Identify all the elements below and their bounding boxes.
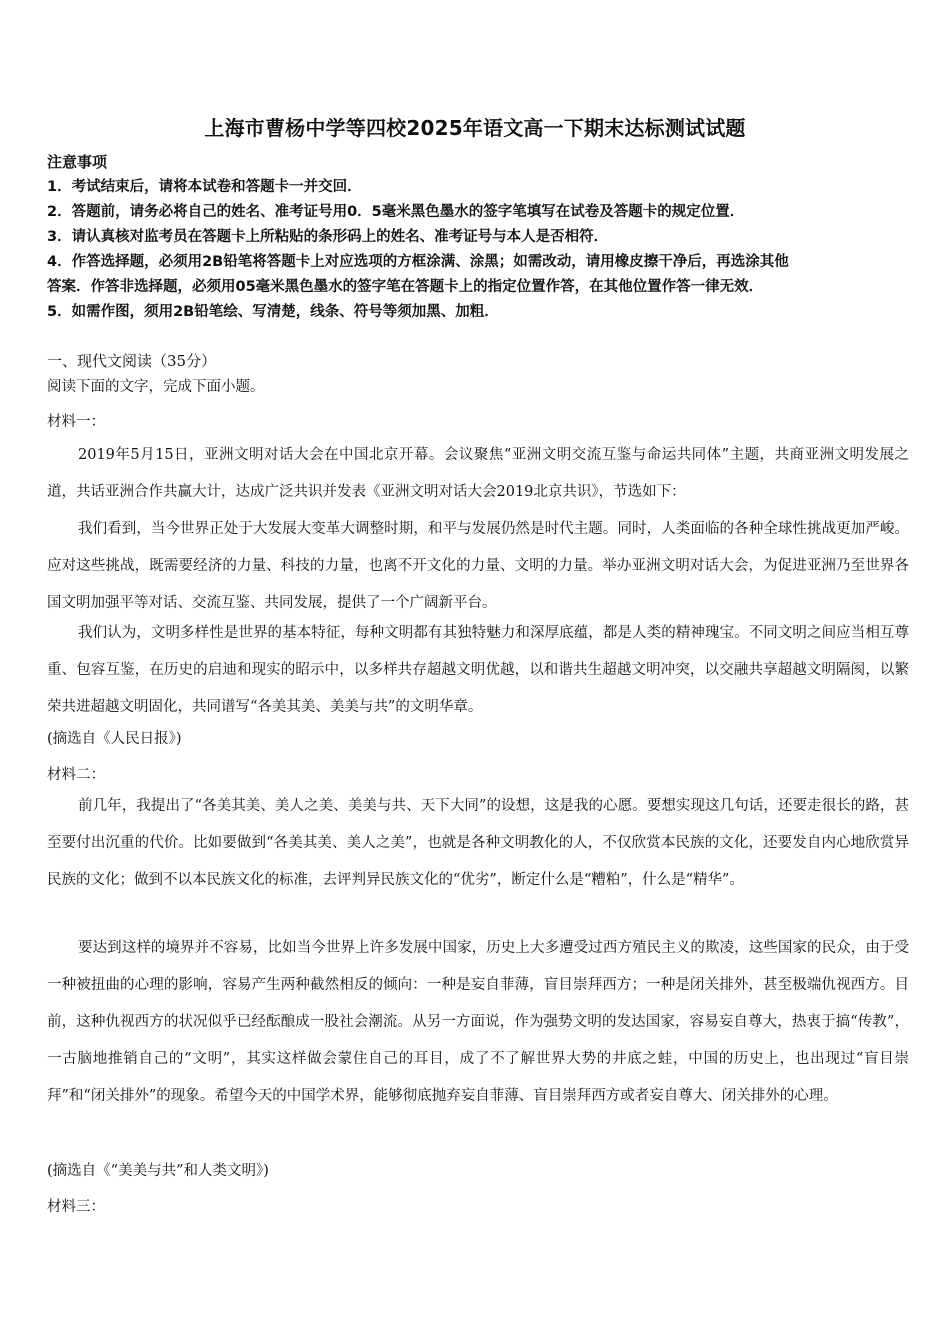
material2-source: (摘选自《“美美与共”和人类文明》) bbox=[47, 1163, 269, 1179]
notice-item: 2．答题前，请务必将自己的姓名、准考证号用0．5毫米黑色墨水的签字笔填写在试卷及答题卡的规定位置． bbox=[47, 204, 745, 220]
notice-item: 3．请认真核对监考员在答题卡上所粘贴的条形码上的姓名、准考证号与本人是否相符． bbox=[47, 229, 609, 245]
notice-heading: 注意事项 bbox=[47, 153, 108, 171]
material2-paragraph: 前几年，我提出了“各美其美、美人之美、美美与共、天下大同”的设想，这是我的心愿。要想实现这几句话，还要走很长的路，甚至要付出沉重的代价。比如要做到“各美其美、美人之美”，也就是各种文明教化的人，不仅欣赏本民族的文化，还要发自内心地欣赏异民族的文化；做到不以本民族文化的标准，去评判异民族文化的“优劣”，断定什么是“糟粕”，什么是“精华”。 bbox=[47, 798, 909, 888]
section-heading: 一、现代文阅读（35分） bbox=[47, 352, 217, 370]
material1-paragraph: 我们看到，当今世界正处于大发展大变革大调整时期，和平与发展仍然是时代主题。同时，人类面临的各种全球性挑战更加严峻。应对这些挑战，既需要经济的力量、科技的力量，也离不开文化的力量、文明的力量。举办亚洲文明对话大会，为促进亚洲乃至世界各国文明加强平等对话、交流互鉴、共同发展，提供了一个广阔新平台。 bbox=[47, 521, 909, 611]
material1-paragraph: 我们认为，文明多样性是世界的基本特征，每种文明都有其独特魅力和深厚底蕴，都是人类的精神瑰宝。不同文明之间应当相互尊重、包容互鉴，在历史的启迪和现实的昭示中，以多样共存超越文明优越，以和谐共生超越文明冲突，以交融共享超越文明隔阂，以繁荣共进超越文明固化，共同谱写“各美其美、美美与共”的文明华章。 bbox=[47, 625, 909, 715]
reading-instruction: 阅读下面的文字，完成下面小题。 bbox=[47, 379, 265, 395]
material3-label: 材料三： bbox=[47, 1199, 105, 1215]
material1-source: (摘选自《人民日报》) bbox=[47, 731, 182, 747]
material1-label: 材料一： bbox=[47, 414, 105, 430]
notice-item: 5．如需作图，须用2B铅笔绘、写清楚，线条、符号等须加黑、加粗． bbox=[47, 304, 499, 320]
material2-label: 材料二： bbox=[47, 767, 105, 783]
notice-item: 4．作答选择题，必须用2B铅笔将答题卡上对应选项的方框涂满、涂黑；如需改动，请用橡皮擦干净后，再选涂其他 bbox=[47, 254, 789, 270]
notice-item: 1．考试结束后，请将本试卷和答题卡一并交回． bbox=[47, 179, 362, 195]
exam-title: 上海市曹杨中学等四校2025年语文高一下期末达标测试试题 bbox=[204, 116, 746, 140]
notice-list bbox=[47, 175, 907, 325]
material1-paragraph: 2019年5月15日，亚洲文明对话大会在中国北京开幕。会议聚焦“亚洲文明交流互鉴与命运共同体”主题，共商亚洲文明发展之道，共话亚洲合作共赢大计，达成广泛共识并发表《亚洲文明对话大会2019北京共识》，节选如下： bbox=[47, 447, 909, 500]
notice-item: 答案．作答非选择题，必须用05毫米黑色墨水的签字笔在答题卡上的指定位置作答，在其他位置作答一律无效． bbox=[47, 279, 764, 295]
material2-paragraph: 要达到这样的境界并不容易，比如当今世界上许多发展中国家，历史上大多遭受过西方殖民主义的欺凌，这些国家的民众，由于受一种被扭曲的心理的影响，容易产生两种截然相反的倾向：一种是妄自菲薄，盲目崇拜西方；一种是闭关排外，甚至极端仇视西方。目前，这种仇视西方的状况似乎已经酝酿成一股社会潮流。从另一方面说，作为强势文明的发达国家，容易妄自尊大，热衷于搞“传教”，一古脑地推销自己的“文明”，其实这样做会蒙住自己的耳目，成了不了解世界大势的井底之蛙，中国的历史上，也出现过“盲目崇拜”和“闭关排外”的现象。希望今天的中国学术界，能够彻底抛弃妄自菲薄、盲目崇拜西方或者妄自尊大、闭关排外的心理。 bbox=[47, 940, 909, 1104]
